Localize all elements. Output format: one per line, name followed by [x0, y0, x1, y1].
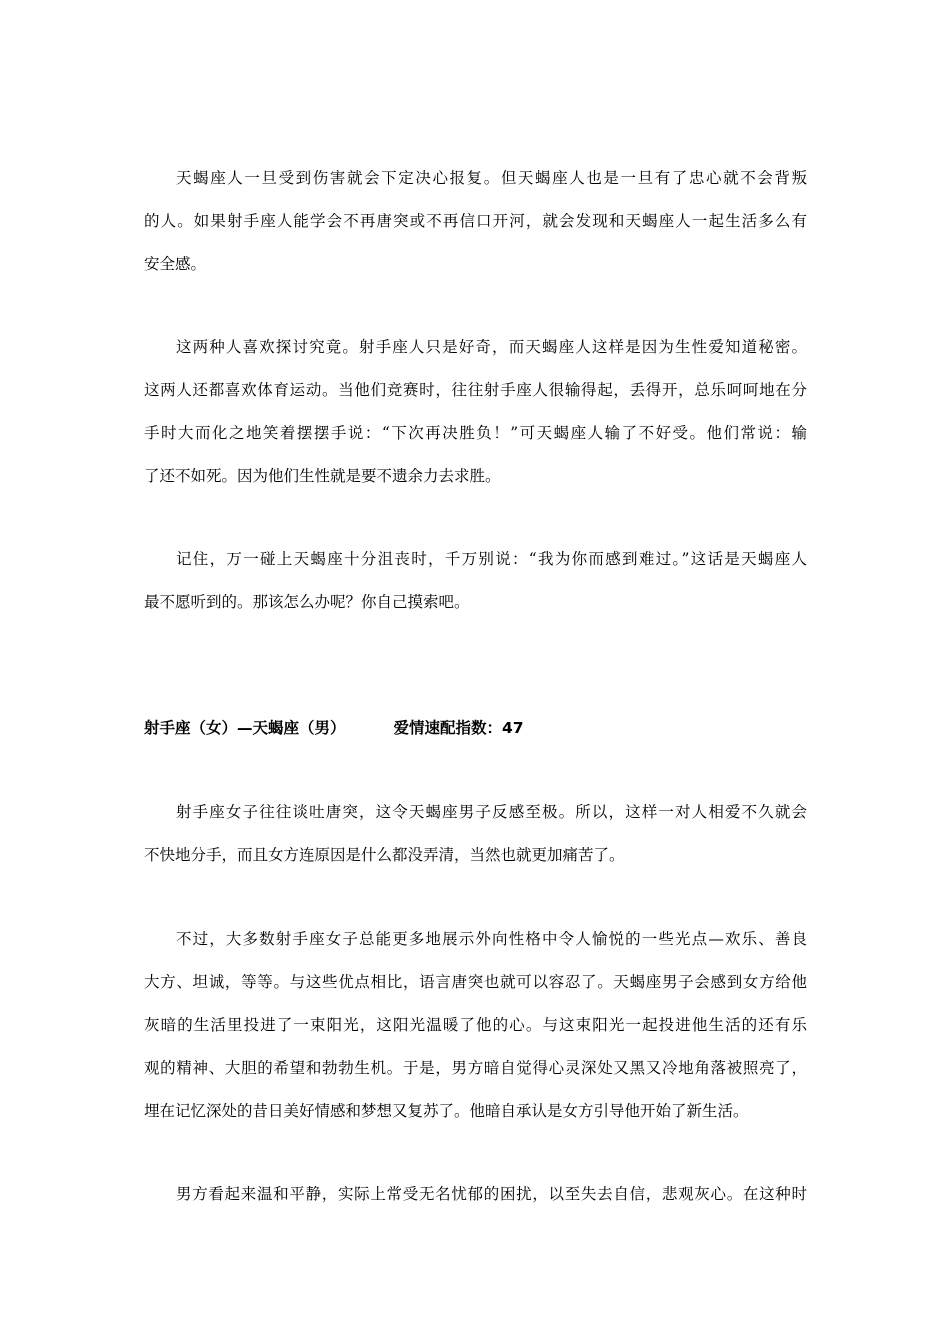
text-line: 观的精神、大胆的希望和勃勃生机。于是，男方暗自觉得心灵深处又黑又冷地角落被照亮了， — [144, 1059, 807, 1077]
section-heading — [144, 718, 524, 738]
text-line: 这两种人喜欢探讨究竟。射手座人只是好奇，而天蝎座人这样是因为生性爱知道秘密。 — [176, 338, 807, 356]
heading-title: 射手座（女）—天蝎座（男） — [144, 719, 346, 737]
text-line: 大方、坦诚，等等。与这些优点相比，语言唐突也就可以容忍了。天蝎座男子会感到女方给他 — [144, 973, 807, 991]
compatibility-index: 爱情速配指数：47 — [393, 719, 524, 737]
text-line: 记住，万一碰上天蝎座十分沮丧时，千万别说：“我为你而感到难过。”这话是天蝎座人 — [176, 550, 807, 568]
text-line: 射手座女子往往谈吐唐突，这令天蝎座男子反感至极。所以，这样一对人相爱不久就会 — [176, 803, 807, 821]
text-line: 手时大而化之地笑着摆摆手说：“下次再决胜负！”可天蝎座人输了不好受。他们常说：输 — [144, 424, 807, 442]
text-line: 天蝎座人一旦受到伤害就会下定决心报复。但天蝎座人也是一旦有了忠心就不会背叛 — [176, 169, 807, 187]
text-line: 灰暗的生活里投进了一束阳光，这阳光温暖了他的心。与这束阳光一起投进他生活的还有乐 — [144, 1016, 807, 1034]
text-line: 最不愿听到的。那该怎么办呢？你自己摸索吧。 — [144, 593, 470, 611]
text-line: 这两人还都喜欢体育运动。当他们竞赛时，往往射手座人很输得起，丢得开，总乐呵呵地在分 — [144, 381, 807, 399]
text-line: 安全感。 — [144, 255, 207, 273]
text-line: 不快地分手，而且女方连原因是什么都没弄清，当然也就更加痛苦了。 — [144, 846, 625, 864]
text-line: 了还不如死。因为他们生性就是要不遗余力去求胜。 — [144, 467, 501, 485]
text-line: 埋在记忆深处的昔日美好情感和梦想又复苏了。他暗自承认是女方引导他开始了新生活。 — [144, 1102, 749, 1120]
text-line: 不过，大多数射手座女子总能更多地展示外向性格中令人愉悦的一些光点—欢乐、善良 — [176, 930, 807, 948]
text-line: 的人。如果射手座人能学会不再唐突或不再信口开河，就会发现和天蝎座人一起生活多么有 — [144, 212, 807, 230]
text-line: 男方看起来温和平静，实际上常受无名忧郁的困扰，以至失去自信，悲观灰心。在这种时 — [176, 1185, 807, 1203]
